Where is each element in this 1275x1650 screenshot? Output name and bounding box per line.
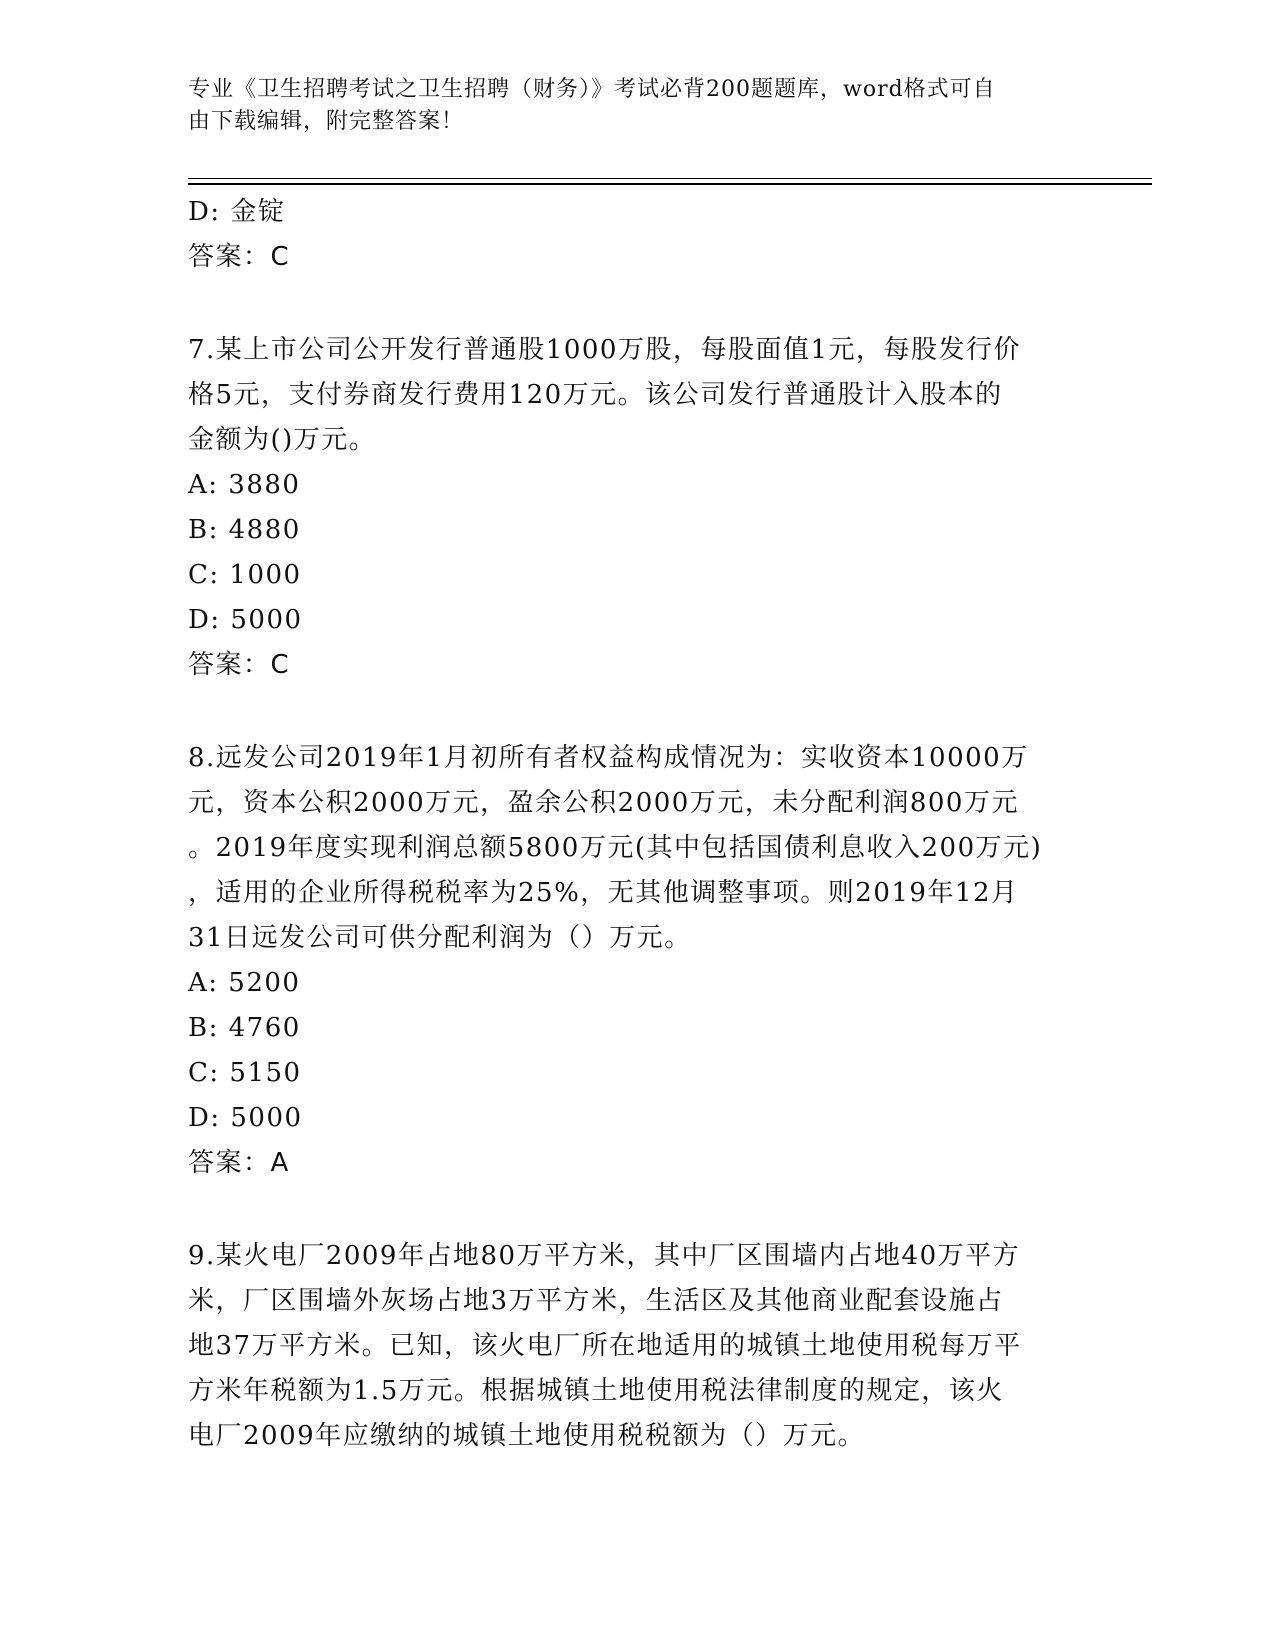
question-8-line-3: 。2019年度实现利润总额5800万元(其中包括国债利息收入200万元) xyxy=(188,833,1043,863)
question-8-option-b: B: 4760 xyxy=(188,1013,301,1043)
question-8-line-5: 31日远发公司可供分配利润为（）万元。 xyxy=(188,923,692,953)
question-8 xyxy=(188,736,1088,1186)
question-9 xyxy=(188,1234,1088,1459)
question-9-line-4: 方米年税额为1.5万元。根据城镇土地使用税法律制度的规定，该火 xyxy=(188,1376,1004,1406)
question-7-option-b: B: 4880 xyxy=(188,515,301,545)
question-7-answer: 答案：C xyxy=(188,650,291,680)
question-7-line-2: 格5元，支付券商发行费用120万元。该公司发行普通股计入股本的 xyxy=(188,380,1003,410)
question-8-option-a: A: 5200 xyxy=(188,968,301,998)
question-7-line-1: 7.某上市公司公开发行普通股1000万股，每股面值1元，每股发行价 xyxy=(188,335,1022,365)
header-title-line-2: 由下载编辑，附完整答案！ xyxy=(188,109,465,134)
prev-option-d: D: 金锭 xyxy=(188,197,286,227)
question-7-option-a: A: 3880 xyxy=(188,470,301,500)
question-9-line-1: 9.某火电厂2009年占地80万平方米，其中厂区围墙内占地40万平方 xyxy=(188,1241,1021,1271)
header-rule-thick xyxy=(188,183,1152,185)
question-8-option-d: D: 5000 xyxy=(188,1103,303,1133)
header-title-line-1: 专业《卫生招聘考试之卫生招聘（财务）》考试必背200题题库，word格式可自 xyxy=(188,77,996,102)
question-8-line-4: ，适用的企业所得税税率为25%，无其他调整事项。则2019年12月 xyxy=(188,878,1019,908)
document-header xyxy=(188,74,1068,138)
question-7-option-c: C: 1000 xyxy=(188,560,302,590)
question-8-line-2: 元，资本公积2000万元，盈余公积2000万元，未分配利润800万元 xyxy=(188,788,1019,818)
question-7-line-3: 金额为()万元。 xyxy=(188,425,377,455)
question-content xyxy=(188,190,1088,1459)
question-7 xyxy=(188,328,1088,688)
prev-answer: 答案：C xyxy=(188,242,291,272)
question-9-line-2: 米，厂区围墙外灰场占地3万平方米，生活区及其他商业配套设施占 xyxy=(188,1286,1004,1316)
question-8-option-c: C: 5150 xyxy=(188,1058,302,1088)
question-8-answer: 答案：A xyxy=(188,1148,290,1178)
header-rule-thin xyxy=(188,178,1152,179)
question-8-line-1: 8.远发公司2019年1月初所有者权益构成情况为：实收资本10000万 xyxy=(188,743,1029,773)
question-7-option-d: D: 5000 xyxy=(188,605,303,635)
question-9-line-3: 地37万平方米。已知，该火电厂所在地适用的城镇土地使用税每万平 xyxy=(188,1331,1022,1361)
question-9-line-5: 电厂2009年应缴纳的城镇土地使用税税额为（）万元。 xyxy=(188,1421,866,1451)
